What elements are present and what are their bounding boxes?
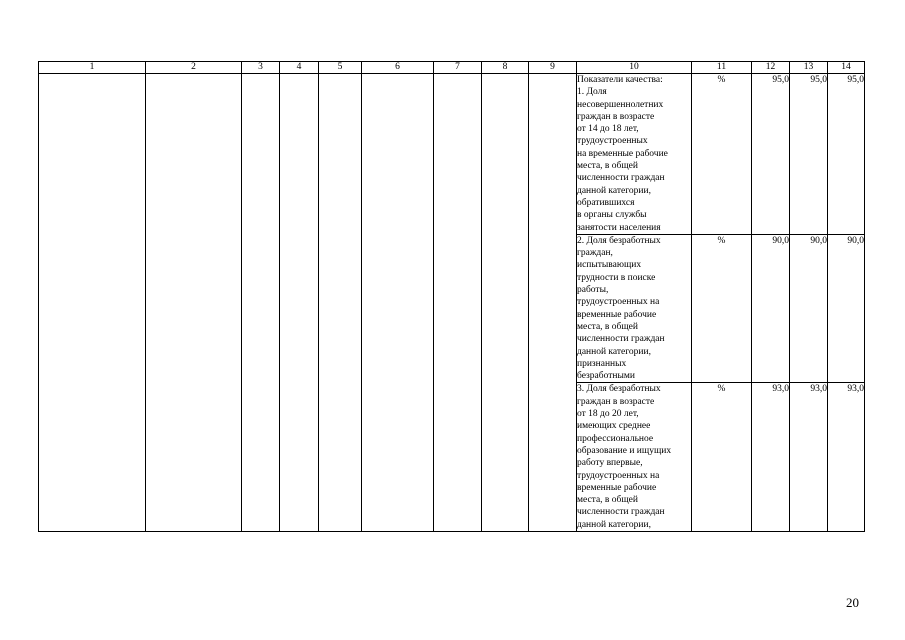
empty-cell: [434, 74, 482, 532]
indicator-cell: 3. Доля безработных граждан в возрасте от 18 до 20 лет, имеющих среднее профессиональное образование и ищущих работу впервые, трудоустроенных на временные рабочие места, в общей численности граждан данной категории,: [577, 383, 692, 532]
page-number: 20: [846, 595, 859, 610]
table-row: [39, 74, 865, 235]
column-header: 8: [482, 62, 529, 74]
empty-cell: [280, 74, 319, 532]
column-header: 4: [280, 62, 319, 74]
column-header: 5: [319, 62, 362, 74]
indicator-cell: Показатели качества: 1. Доля несовершеннолетних граждан в возрасте от 14 до 18 лет, трудоустроенных на временные рабочие места, в общей численности граждан данной категории, обратившихся в органы службы занятости населения: [577, 74, 692, 235]
unit-cell: %: [692, 234, 752, 383]
indicator-table: [38, 61, 865, 532]
unit-cell: %: [692, 383, 752, 532]
value-cell: 90,0: [752, 234, 790, 383]
column-number-row: [39, 62, 865, 74]
column-header: 11: [692, 62, 752, 74]
column-header: 1: [39, 62, 146, 74]
column-header: 7: [434, 62, 482, 74]
column-header: 2: [146, 62, 242, 74]
column-header: 10: [577, 62, 692, 74]
empty-cell: [319, 74, 362, 532]
empty-cell: [482, 74, 529, 532]
value-cell: 93,0: [752, 383, 790, 532]
column-header: 14: [828, 62, 865, 74]
empty-cell: [39, 74, 146, 532]
value-cell: 93,0: [828, 383, 865, 532]
column-header: 6: [362, 62, 434, 74]
value-cell: 90,0: [790, 234, 828, 383]
value-cell: 95,0: [790, 74, 828, 235]
empty-cell: [146, 74, 242, 532]
value-cell: 95,0: [752, 74, 790, 235]
value-cell: 90,0: [828, 234, 865, 383]
empty-cell: [529, 74, 577, 532]
value-cell: 95,0: [828, 74, 865, 235]
column-header: 3: [242, 62, 280, 74]
column-header: 9: [529, 62, 577, 74]
indicator-cell: 2. Доля безработных граждан, испытывающих трудности в поиске работы, трудоустроенных на временные рабочие места, в общей численности граждан данной категории, признанных безработными: [577, 234, 692, 383]
column-header: 13: [790, 62, 828, 74]
empty-cell: [362, 74, 434, 532]
empty-cell: [242, 74, 280, 532]
value-cell: 93,0: [790, 383, 828, 532]
column-header: 12: [752, 62, 790, 74]
unit-cell: %: [692, 74, 752, 235]
